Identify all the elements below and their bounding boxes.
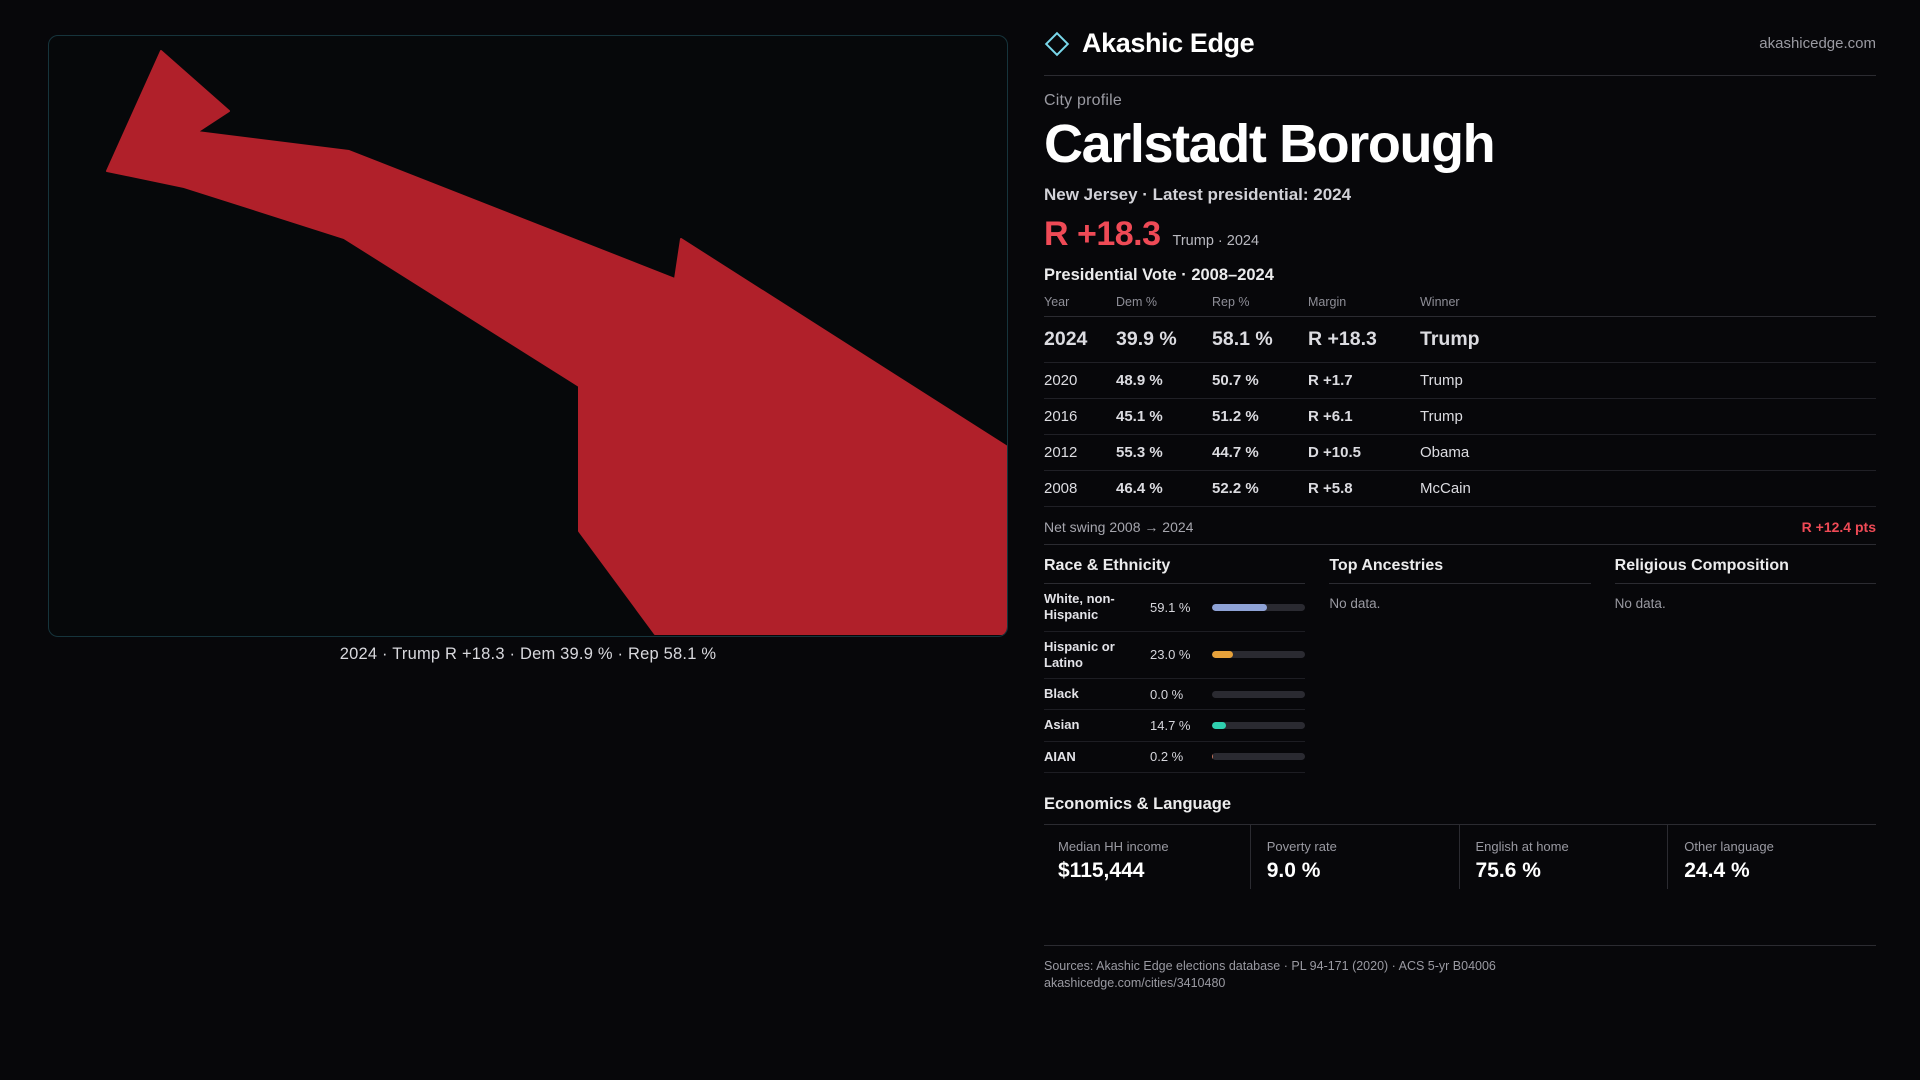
- race-label: Asian: [1044, 717, 1080, 733]
- race-bar: [1212, 753, 1305, 760]
- list-item: [1044, 679, 1305, 710]
- economics-title: Economics & Language: [1044, 794, 1232, 813]
- cell-year: 2012: [1044, 435, 1116, 471]
- race-label: Hispanic or Latino: [1044, 638, 1115, 670]
- list-item: [1044, 710, 1305, 741]
- map-frame[interactable]: [48, 35, 1008, 637]
- table-header-row: [1044, 295, 1876, 317]
- margin-value: R +18.3: [1044, 215, 1161, 254]
- race-ethnicity-panel: [1044, 557, 1305, 773]
- stat-label: Other language: [1684, 838, 1774, 854]
- list-item: [1044, 632, 1305, 680]
- col-year: Year: [1044, 295, 1116, 317]
- race-label: Black: [1044, 686, 1079, 702]
- report-panel: [1040, 0, 1920, 1080]
- brand-url[interactable]: akashicedge.com: [1759, 35, 1876, 52]
- cell-year: 2008: [1044, 471, 1116, 507]
- stat-label: Poverty rate: [1266, 838, 1337, 854]
- cell-year: 2016: [1044, 399, 1116, 435]
- ancestries-title: Top Ancestries: [1329, 557, 1590, 584]
- stat-value: $115,444: [1058, 858, 1145, 882]
- cell-dem: 48.9 %: [1116, 363, 1212, 399]
- presidential-vote-table: [1044, 295, 1876, 507]
- cell-dem: 46.4 %: [1116, 471, 1212, 507]
- cell-margin: R +5.8: [1308, 471, 1420, 507]
- stat-label: English at home: [1475, 838, 1569, 854]
- race-bar: [1212, 604, 1305, 611]
- top-ancestries-panel: [1329, 557, 1590, 773]
- col-winner: Winner: [1420, 295, 1876, 317]
- cell-rep: 51.2 %: [1212, 399, 1308, 435]
- stat-card: [1667, 825, 1876, 889]
- cell-margin: D +10.5: [1308, 435, 1420, 471]
- religion-title: Religious Composition: [1615, 557, 1876, 584]
- cell-margin: R +6.1: [1308, 399, 1420, 435]
- table-row[interactable]: [1044, 471, 1876, 507]
- cell-rep: 50.7 %: [1212, 363, 1308, 399]
- city-shape-map: [49, 36, 1008, 637]
- cell-winner: McCain: [1420, 471, 1876, 507]
- table-row[interactable]: [1044, 317, 1876, 363]
- net-swing-row: [1044, 519, 1876, 545]
- stat-card: [1250, 825, 1459, 889]
- margin-caption: Trump · 2024: [1172, 233, 1260, 250]
- net-swing-label: Net swing 2008 → 2024: [1044, 519, 1194, 536]
- cell-rep: 44.7 %: [1212, 435, 1308, 471]
- ancestries-empty: No data.: [1329, 596, 1381, 612]
- race-bar: [1212, 651, 1305, 658]
- sources-line: Sources: Akashic Edge elections database · PL 94-171 (2020) · ACS 5-yr B04006: [1044, 958, 1496, 973]
- economics-grid: [1044, 824, 1876, 889]
- stat-card: [1044, 825, 1250, 889]
- race-label: AIAN: [1044, 748, 1076, 764]
- page-kicker: City profile: [1044, 92, 1122, 109]
- cell-rep: 58.1 %: [1212, 317, 1308, 363]
- list-item: [1044, 742, 1305, 773]
- race-bar: [1212, 691, 1305, 698]
- race-value: 59.1 %: [1150, 599, 1191, 615]
- race-label: White, non-Hispanic: [1044, 591, 1115, 623]
- cell-margin: R +18.3: [1308, 317, 1420, 363]
- table-row[interactable]: [1044, 399, 1876, 435]
- race-value: 0.2 %: [1150, 749, 1184, 765]
- cell-winner: Obama: [1420, 435, 1876, 471]
- cell-year: 2024: [1044, 317, 1116, 363]
- city-boundary-polygon: [107, 51, 1008, 634]
- cell-dem: 45.1 %: [1116, 399, 1212, 435]
- footer-sources: [1044, 945, 1876, 992]
- race-value: 14.7 %: [1150, 718, 1191, 734]
- page-title: Carlstadt Borough: [1044, 114, 1495, 174]
- table-row[interactable]: [1044, 435, 1876, 471]
- stat-label: Median HH income: [1058, 838, 1169, 854]
- cell-rep: 52.2 %: [1212, 471, 1308, 507]
- stat-value: 75.6 %: [1475, 858, 1541, 882]
- votes-section-title: Presidential Vote · 2008–2024: [1044, 266, 1274, 285]
- stat-value: 9.0 %: [1266, 858, 1321, 882]
- cell-winner: Trump: [1420, 399, 1876, 435]
- map-caption: 2024 · Trump R +18.3 · Dem 39.9 % · Rep 58.1 %: [339, 645, 717, 663]
- cell-dem: 39.9 %: [1116, 317, 1212, 363]
- stat-value: 24.4 %: [1684, 858, 1750, 882]
- col-dem: Dem %: [1116, 295, 1212, 317]
- col-rep: Rep %: [1212, 295, 1308, 317]
- col-margin: Margin: [1308, 295, 1420, 317]
- race-bar: [1212, 722, 1305, 729]
- demographics-columns: [1044, 557, 1876, 773]
- diamond-outline-icon: [1044, 31, 1070, 57]
- brand-name: Akashic Edge: [1082, 28, 1255, 58]
- religion-empty: No data.: [1614, 596, 1666, 612]
- permalink[interactable]: akashicedge.com/cities/3410480: [1044, 975, 1226, 990]
- page-subline: New Jersey · Latest presidential: 2024: [1044, 185, 1352, 205]
- table-row[interactable]: [1044, 363, 1876, 399]
- race-title: Race & Ethnicity: [1044, 557, 1305, 584]
- cell-margin: R +1.7: [1308, 363, 1420, 399]
- cell-year: 2020: [1044, 363, 1116, 399]
- race-value: 0.0 %: [1150, 686, 1184, 702]
- cell-winner: Trump: [1420, 363, 1876, 399]
- stat-card: [1459, 825, 1668, 889]
- headline-margin: [1044, 215, 1876, 254]
- net-swing-value: R +12.4 pts: [1801, 519, 1876, 536]
- cell-winner: Trump: [1420, 317, 1876, 363]
- list-item: [1044, 584, 1305, 632]
- race-value: 23.0 %: [1150, 647, 1191, 663]
- religious-composition-panel: [1615, 557, 1876, 773]
- brand-header: [1044, 28, 1876, 76]
- cell-dem: 55.3 %: [1116, 435, 1212, 471]
